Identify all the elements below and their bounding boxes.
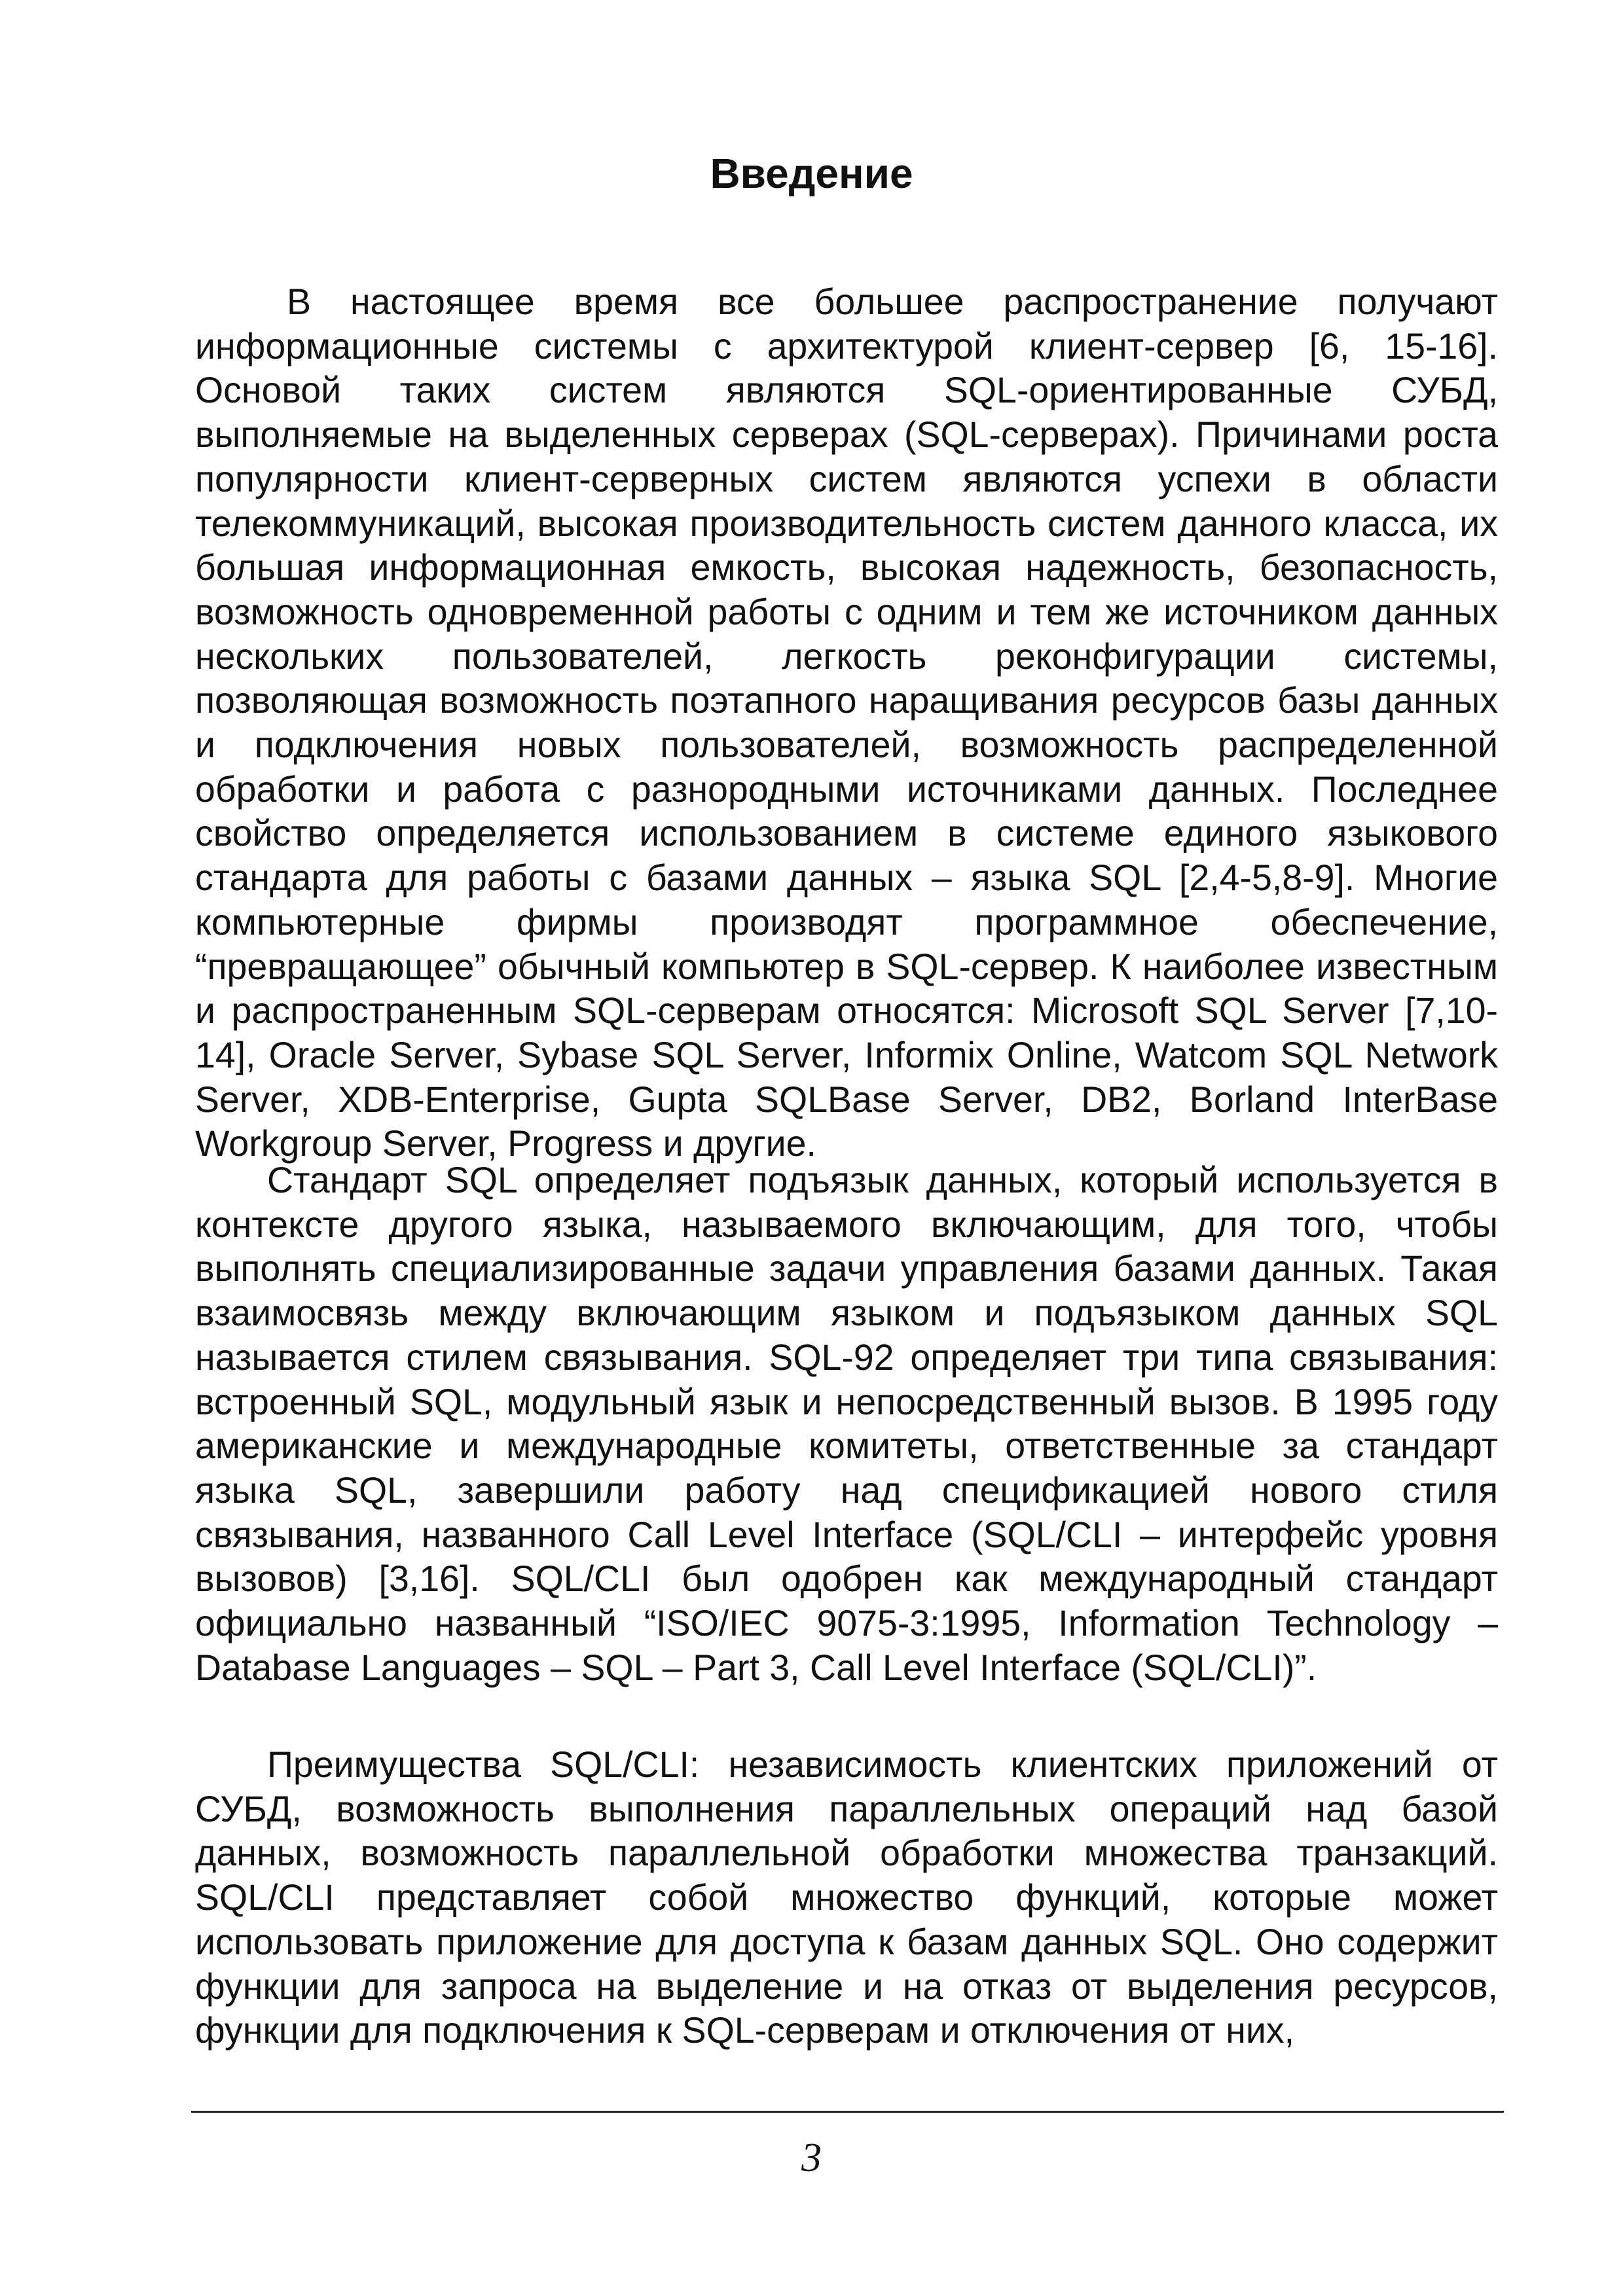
page-number: 3: [801, 2136, 822, 2180]
paragraph-sql-standard: Стандарт SQL определяет подъязык данных, который используется в контексте другого языка, называемого включающим, для того, чтобы выполнять специализированные задачи управления базами данных. Такая взаимосвязь между включающим языком и подъязыком данных SQL называется стилем связывания. SQL-92 определяет три типа связывания: встроенный SQL, модульный язык и непосредственный вызов. В 1995 году американские и международные комитеты, ответственные за стандарт языка SQL, завершили работу над спецификацией нового стиля связывания, названного Call Level Interface (SQL/CLI – интерфейс уровня вызовов) [3,16]. SQL/CLI был одобрен как международный стандарт официально названный “ISO/IEC 9075-3:1995, Information Technology – Database Languages – SQL – Part 3, Call Level Interface (SQL/CLI)”.: [195, 1160, 1498, 1688]
page-title: Введение: [710, 150, 913, 197]
paragraph-introduction: В настоящее время все большее распространение получают информационные системы с архитектурой клиент-сервер [6, 15-16]. Основой таких систем являются SQL-ориентированные СУБД, выполняемые на выделенных серверах (SQL-серверах). Причинами роста популярности клиент-серверных систем являются успехи в области телекоммуникаций, высокая производительность систем данного класса, их большая информационная емкость, высокая надежность, безопасность, возможность одновременной работы с одним и тем же источником данных нескольких пользователей, легкость реконфигурации системы, позволяющая возможность поэтапного наращивания ресурсов базы данных и подключения новых пользователей, возможность распределенной обработки и работа с разнородными источниками данных. Последнее свойство определяется использованием в системе единого языкового стандарта для работы с базами данных – языка SQL [2,4-5,8-9]. Многие компьютерные фирмы производят программное обеспечение, “превращающее” обычный компьютер в SQL-сервер. К наиболее известным и распространенным SQL-серверам относятся: Microsoft SQL Server [7,10-14], Oracle Server, Sybase SQL Server, Informix Online, Watcom SQL Network Server, XDB-Enterprise, Gupta SQLBase Server, DB2, Borland InterBase Workgroup Server, Progress и другие.: [195, 281, 1498, 1164]
paragraph-sql-cli-advantages: Преимущества SQL/CLI: независимость клиентских приложений от СУБД, возможность выполнения параллельных операций над базой данных, возможность параллельной обработки множества транзакций. SQL/CLI представляет собой множество функций, которые может использовать приложение для доступа к базам данных SQL. Оно содержит функции для запроса на выделение и на отказ от выделения ресурсов, функции для подключения к SQL-серверам и отключения от них,: [195, 1744, 1498, 2051]
footer-divider: [191, 2111, 1504, 2113]
